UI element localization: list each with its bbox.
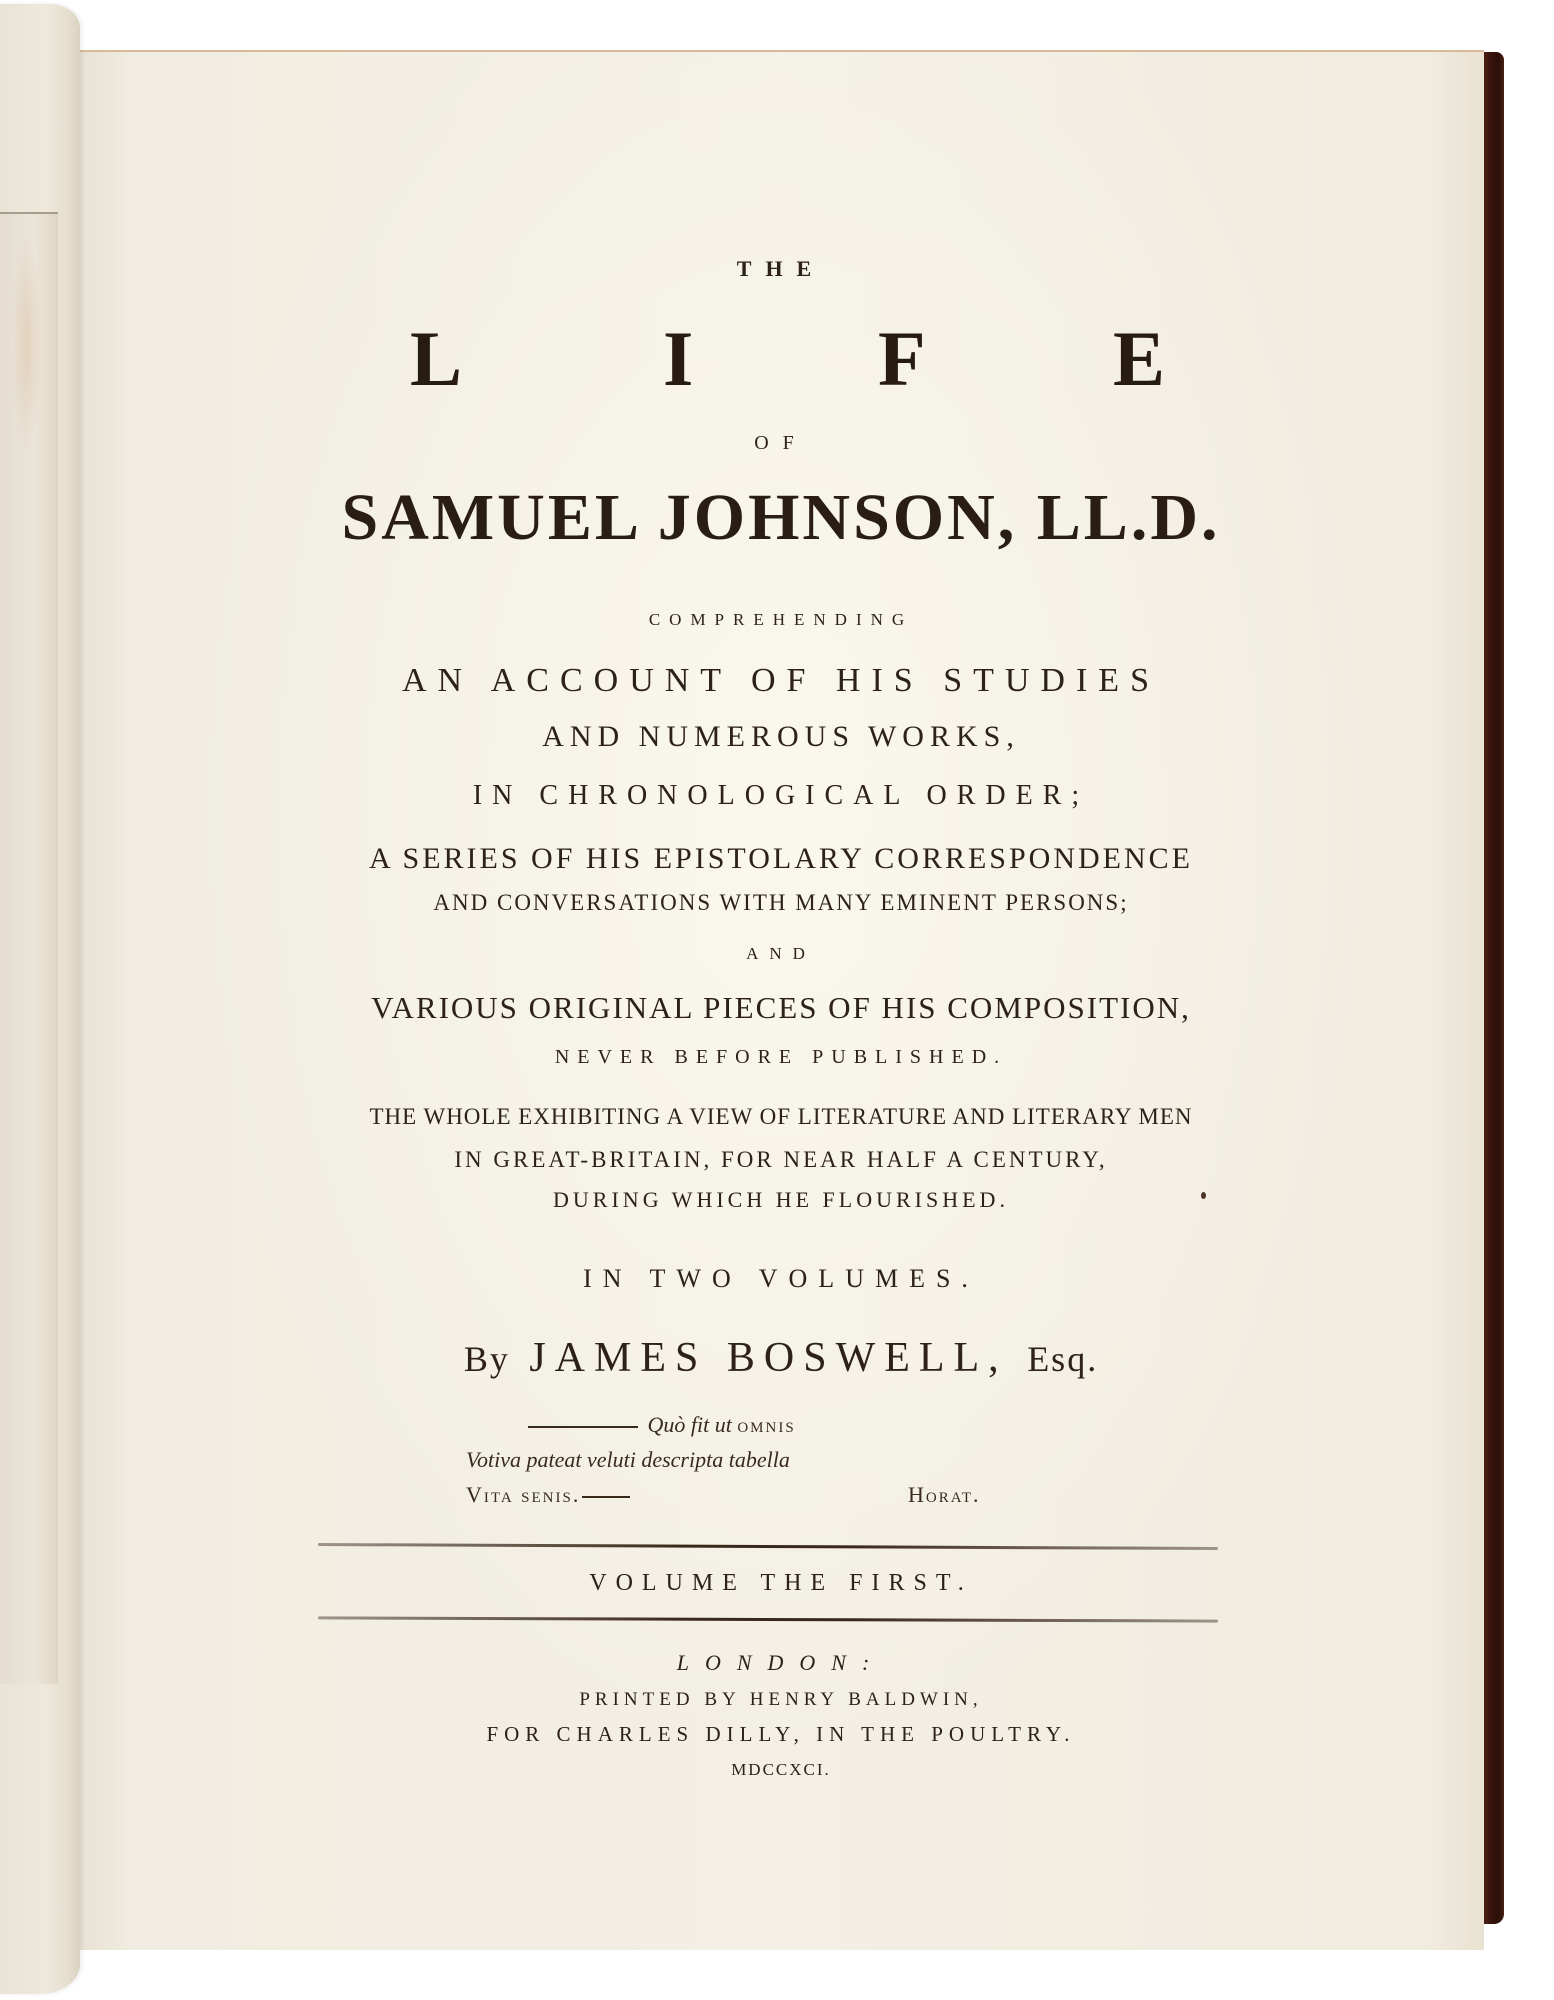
epigraph-attribution: Horat. bbox=[908, 1482, 981, 1507]
contents-line-6: VARIOUS ORIGINAL PIECES OF HIS COMPOSITION, bbox=[371, 990, 1191, 1025]
contents-line-7: NEVER BEFORE PUBLISHED. bbox=[554, 1046, 1008, 1068]
author-line bbox=[78, 1334, 1484, 1382]
contents-line-5: AND CONVERSATIONS WITH MANY EMINENT PERSONS; bbox=[433, 890, 1129, 915]
divider-rule-top bbox=[318, 1543, 1218, 1550]
ink-speck bbox=[1201, 1192, 1206, 1199]
contents-line-4: A SERIES OF HIS EPISTOLARY CORRESPONDENCE bbox=[369, 842, 1193, 875]
author-by: By bbox=[463, 1339, 510, 1379]
foxing-stain bbox=[12, 234, 42, 454]
epigraph-line-3-caps: Vita senis. bbox=[466, 1482, 581, 1507]
comprehending-label: COMPREHENDING bbox=[648, 610, 914, 629]
epigraph-dash bbox=[528, 1426, 638, 1428]
imprint-year: MDCCXCI. bbox=[731, 1760, 831, 1779]
title-the: THE bbox=[736, 256, 826, 281]
volume-label: VOLUME THE FIRST. bbox=[589, 1570, 973, 1596]
contents-and: AND bbox=[746, 944, 816, 963]
contents-line-2: AND NUMEROUS WORKS, bbox=[542, 720, 1020, 753]
epigraph-line-1-italic: Quò fit ut bbox=[647, 1412, 732, 1437]
epigraph-line-2-italic: Votiva pateat veluti descripta tabella bbox=[466, 1447, 790, 1472]
volumes-note: IN TWO VOLUMES. bbox=[583, 1264, 979, 1293]
contents-line-3: IN CHRONOLOGICAL ORDER; bbox=[472, 780, 1090, 811]
imprint-printer: PRINTED BY HENRY BALDWIN, bbox=[579, 1689, 983, 1710]
epigraph-line-2 bbox=[466, 1447, 790, 1473]
imprint-city: LONDON: bbox=[676, 1650, 886, 1675]
contents-line-1: AN ACCOUNT OF HIS STUDIES bbox=[402, 662, 1160, 699]
description-line-1: THE WHOLE EXHIBITING A VIEW OF LITERATURE AND LITERARY MEN bbox=[369, 1104, 1193, 1129]
title-life-letter-f: F bbox=[878, 315, 926, 402]
imprint-publisher: FOR CHARLES DILLY, IN THE POULTRY. bbox=[486, 1722, 1076, 1746]
epigraph-dash-tail bbox=[582, 1496, 630, 1498]
epigraph-line-1-caps: omnis bbox=[737, 1412, 796, 1437]
author-name: JAMES BOSWELL, bbox=[529, 1335, 1008, 1381]
previous-leaf bbox=[0, 4, 80, 1994]
author-suffix: Esq. bbox=[1027, 1339, 1099, 1379]
title-life-letter-i: I bbox=[663, 315, 694, 402]
title-page bbox=[78, 50, 1484, 1950]
title-life-letter-l: L bbox=[410, 315, 463, 402]
epigraph-line-3 bbox=[466, 1482, 630, 1508]
description-line-2: IN GREAT-BRITAIN, FOR NEAR HALF A CENTURY, bbox=[454, 1147, 1108, 1172]
title-of: OF bbox=[754, 432, 808, 454]
epigraph-line-1 bbox=[528, 1412, 796, 1438]
divider-rule-bottom bbox=[318, 1616, 1218, 1622]
subject-name: SAMUEL JOHNSON, LL.D. bbox=[341, 481, 1221, 554]
description-line-3: DURING WHICH HE FLOURISHED. bbox=[553, 1187, 1009, 1212]
title-life-letter-e: E bbox=[1113, 315, 1166, 402]
